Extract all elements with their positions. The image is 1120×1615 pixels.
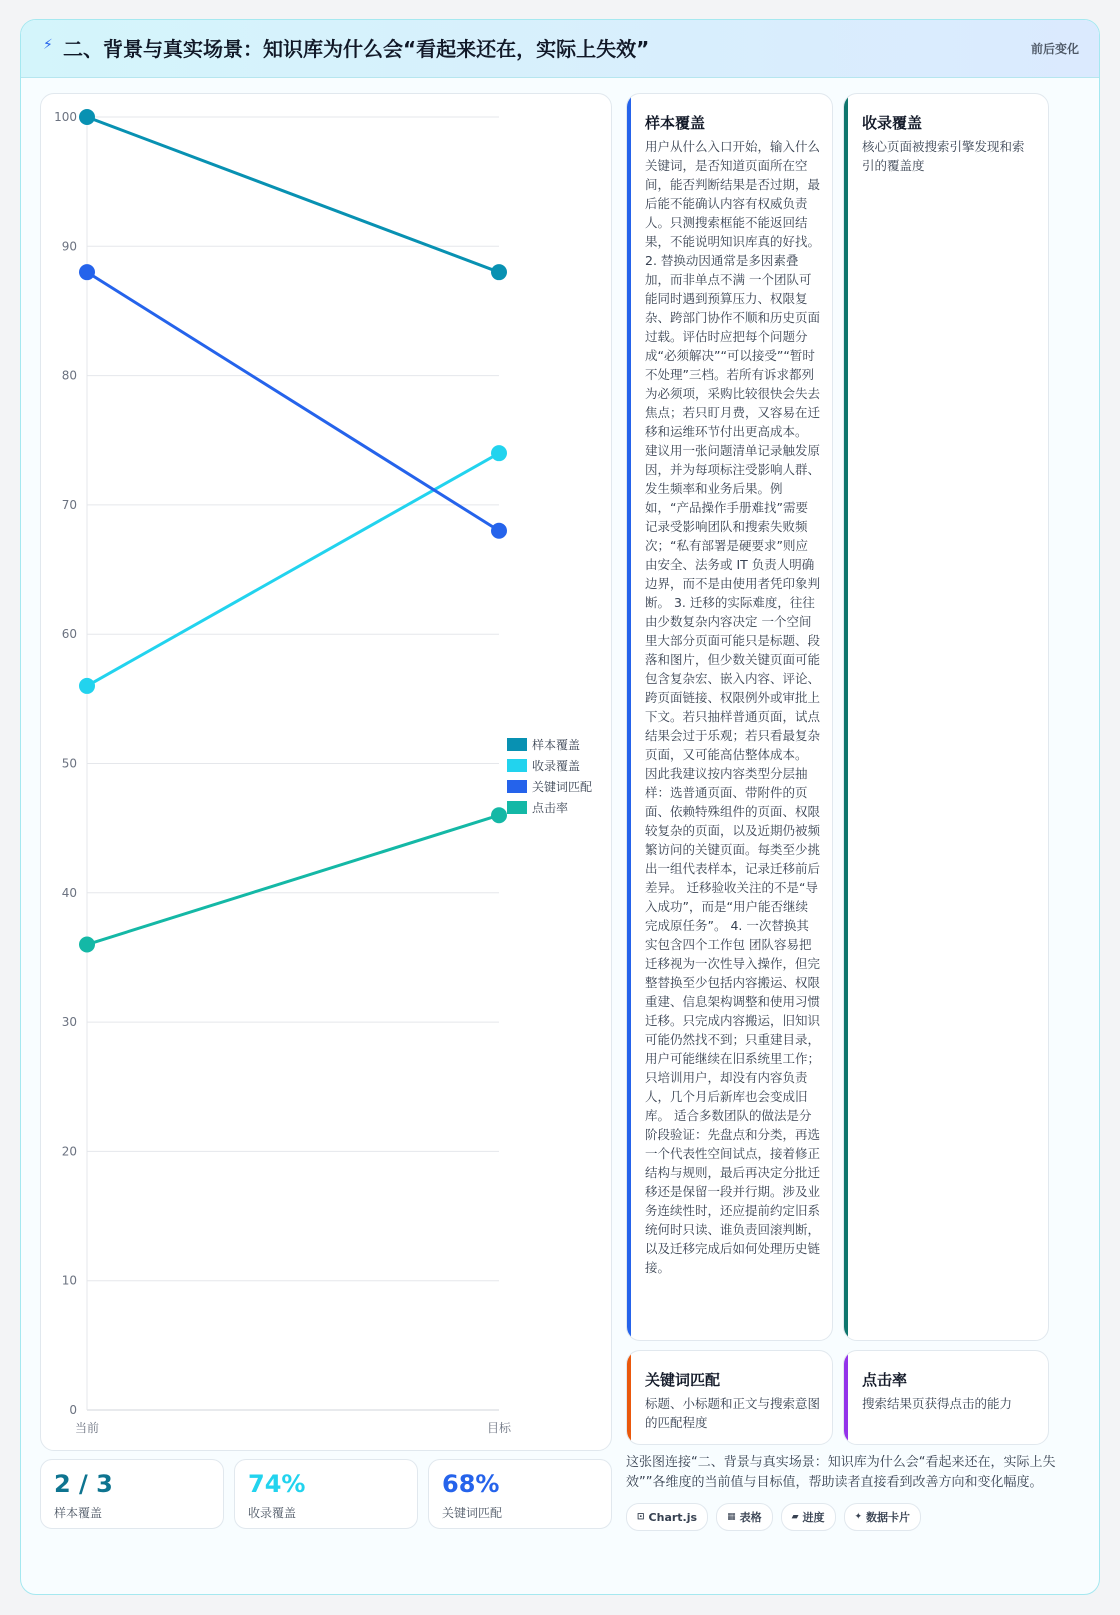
y-tick-label: 0 — [69, 1403, 77, 1417]
line-chart-card — [40, 93, 612, 1451]
stat-card-keyword-match — [428, 1459, 612, 1529]
tag-table[interactable] — [716, 1503, 773, 1531]
data-point — [79, 937, 95, 953]
chart-icon: ⊡ — [637, 1512, 645, 1522]
legend-item[interactable] — [507, 755, 592, 776]
data-point — [491, 807, 507, 823]
data-point — [79, 264, 95, 280]
stat-card-index-coverage — [234, 1459, 418, 1529]
chart-legend — [507, 734, 592, 818]
page-frame — [20, 19, 1100, 1595]
card-title: 点击率 — [862, 1371, 908, 1389]
y-tick-label: 50 — [61, 756, 77, 771]
series-line — [87, 272, 499, 531]
legend-swatch — [507, 801, 527, 814]
y-tick-label: 20 — [61, 1144, 77, 1159]
card-body: 搜索结果页获得点击的能力 — [862, 1396, 1013, 1411]
card-accent-bar — [627, 1351, 631, 1444]
bolt-icon: ⚡ — [43, 37, 53, 53]
tag-chartjs[interactable] — [626, 1503, 708, 1531]
y-tick-label: 80 — [61, 368, 77, 383]
legend-label: 收录覆盖 — [532, 759, 581, 773]
stat-label: 收录覆盖 — [248, 1506, 297, 1520]
tag-label: 表格 — [739, 1511, 762, 1524]
stat-card-sample-coverage — [40, 1459, 224, 1529]
legend-item[interactable] — [507, 797, 592, 818]
card-index-coverage — [843, 93, 1049, 1341]
page-title: 二、背景与真实场景：知识库为什么会“看起来还在，实际上失效” — [63, 37, 650, 61]
card-title: 样本覆盖 — [645, 114, 706, 132]
card-accent-bar — [844, 94, 848, 1340]
tag-list — [626, 1503, 921, 1531]
data-point — [79, 678, 95, 694]
card-click-rate — [843, 1350, 1049, 1445]
legend-swatch — [507, 738, 527, 751]
data-point — [491, 523, 507, 539]
tag-data-card[interactable] — [844, 1503, 922, 1531]
stat-value: 2 / 3 — [54, 1470, 113, 1498]
card-body: 核心页面被搜索引擎发现和索引的覆盖度 — [862, 139, 1025, 173]
progress-icon: ▰ — [791, 1512, 799, 1522]
stat-value: 74% — [248, 1470, 306, 1498]
series-line — [87, 815, 499, 944]
y-tick-label: 10 — [61, 1273, 77, 1288]
card-accent-bar — [844, 1351, 848, 1444]
card-body: 用户从什么入口开始，输入什么关键词，是否知道页面所在空间，能否判断结果是否过期，最后能不能确认内容有权威负责人。只测搜索框能不能返回结果，不能说明知识库真的好找。 2. 替换动因通常是多因素叠加，而非单点不满 一个团队可能同时遇到预算压力、权限复杂、跨部门协作不顺和历史页面过载。评估时应把每个问题分成“必须解决”“可以接受”“暂时不处理”三档。若所有诉求都列为必须项，采购比较很快会失去焦点；若只盯月费，又容易在迁移和运维环节付出更高成本。 建议用一张问题清单记录触发原因，并为每项标注受影响人群、发生频率和业务后果。例如，“产品操作手册难找”需要记录受影响团队和搜索失败频次；“私有部署是硬要求”则应由安全、法务或 IT 负责人明确边界，而不是由使用者凭印象判断。 3. 迁移的实际难度，往往由少数复杂内容决定 一个空间里大部分页面可能只是标题、段落和图片，但少数关键页面可能包含复杂宏、嵌入内容、评论、跨页面链接、权限例外或审批上下文。若只抽样普通页面，试点结果会过于乐观；若只看最复杂页面，又可能高估整体成本。 因此我建议按内容类型分层抽样：选普通页面、带附件的页面、依赖特殊组件的页面、权限较复杂的页面，以及近期仍被频繁访问的关键页面。每类至少挑出一组代表样本，记录迁移前后差异。 迁移验收关注的不是“导入成功”，而是“用户能否继续完成原任务”。 4. 一次替换其实包含四个工作包 团队容易把迁移视为一次性导入操作，但完整替换至少包括内容搬运、权限重建、信息架构调整和使用习惯迁移。只完成内容搬运，旧知识可能仍然找不到；只重建目录，用户可能继续在旧系统里工作；只培训用户，却没有内容负责人，几个月后新库也会变成旧库。 适合多数团队的做法是分阶段验证：先盘点和分类，再选一个代表性空间试点，接着修正结构与规则，最后再决定分批迁移还是保留一段并行期。涉及业务连续性时，还应提前约定旧系统何时只读、谁负责回滚判断，以及迁移完成后如何处理历史链接。 — [645, 139, 821, 1275]
stat-label: 关键词匹配 — [442, 1506, 503, 1520]
page-header — [21, 20, 1099, 78]
data-point — [491, 264, 507, 280]
header-right-label: 前后变化 — [1030, 42, 1079, 56]
legend-item[interactable] — [507, 734, 592, 755]
x-tick-label: 当前 — [74, 1421, 100, 1435]
y-tick-label: 100 — [54, 110, 77, 124]
card-accent-bar — [627, 94, 631, 1340]
tag-label: 进度 — [802, 1511, 825, 1524]
legend-label: 点击率 — [532, 801, 569, 815]
card-title: 收录覆盖 — [862, 114, 923, 132]
legend-swatch — [507, 759, 527, 772]
legend-label: 样本覆盖 — [532, 738, 581, 752]
legend-label: 关键词匹配 — [532, 780, 593, 794]
legend-item[interactable] — [507, 776, 592, 797]
sparkle-icon: ✦ — [854, 1512, 863, 1522]
y-tick-label: 40 — [61, 885, 77, 900]
card-sample-coverage — [626, 93, 833, 1341]
series-line — [87, 453, 499, 686]
data-point — [491, 445, 507, 461]
y-tick-label: 70 — [61, 497, 77, 512]
stat-label: 样本覆盖 — [54, 1506, 103, 1520]
tag-label: Chart.js — [648, 1510, 698, 1524]
tag-progress[interactable] — [781, 1503, 836, 1531]
tag-label: 数据卡片 — [866, 1511, 911, 1524]
table-icon: ▦ — [727, 1512, 736, 1522]
y-tick-label: 90 — [61, 239, 77, 254]
card-title: 关键词匹配 — [645, 1371, 721, 1389]
y-tick-label: 60 — [61, 627, 77, 642]
data-point — [79, 109, 95, 125]
x-tick-label: 目标 — [486, 1421, 512, 1435]
card-body: 标题、小标题和正文与搜索意图的匹配程度 — [645, 1396, 821, 1430]
card-keyword-match — [626, 1350, 833, 1445]
legend-swatch — [507, 780, 527, 793]
stat-value: 68% — [442, 1470, 500, 1498]
series-line — [87, 117, 499, 272]
y-tick-label: 30 — [61, 1015, 77, 1030]
chart-caption: 这张图连接“二、背景与真实场景：知识库为什么会“看起来还在，实际上失效””各维度的当前值与目标值，帮助读者直接看到改善方向和变化幅度。 — [626, 1455, 1056, 1490]
